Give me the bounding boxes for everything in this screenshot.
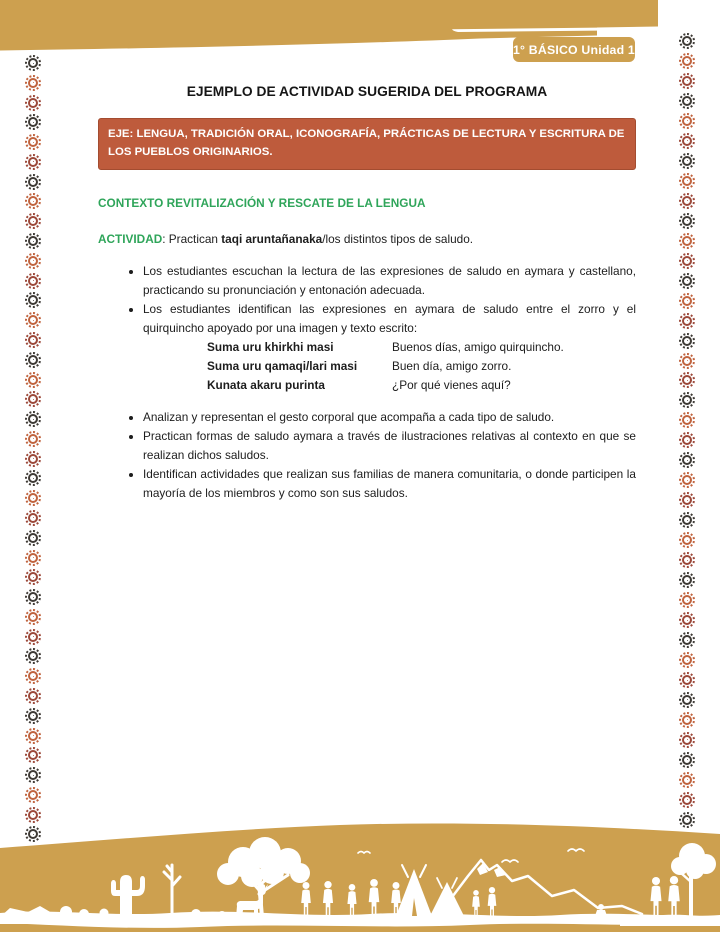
rosette-motif-icon — [25, 134, 41, 150]
rosette-motif-icon — [25, 767, 41, 783]
bullet-item — [143, 427, 636, 465]
rosette-motif-icon — [25, 253, 41, 269]
bullet-item — [143, 408, 636, 427]
rosette-motif-icon — [679, 153, 695, 169]
rosette-motif-icon — [25, 411, 41, 427]
footer-landscape-illustration — [0, 820, 720, 932]
rosette-motif-icon — [679, 472, 695, 488]
rosette-motif-icon — [25, 213, 41, 229]
activity-post-text: /los distintos tipos de saludo. — [322, 231, 474, 246]
context-heading: CONTEXTO REVITALIZACIÓN Y RESCATE DE LA LENGUA — [98, 195, 426, 210]
rosette-motif-icon — [679, 532, 695, 548]
rosette-motif-icon — [25, 75, 41, 91]
bullet-item — [143, 300, 636, 395]
rosette-motif-icon — [25, 787, 41, 803]
greeting-phrases — [207, 338, 636, 395]
rosette-motif-icon — [679, 412, 695, 428]
rosette-motif-icon — [679, 293, 695, 309]
greeting-spanish: Buen día, amigo zorro. — [392, 358, 512, 373]
rosette-motif-icon — [679, 313, 695, 329]
rosette-motif-icon — [679, 372, 695, 388]
rosette-motif-icon — [25, 609, 41, 625]
rosette-motif-icon — [25, 233, 41, 249]
rosette-motif-icon — [679, 432, 695, 448]
rosette-motif-icon — [25, 550, 41, 566]
rosette-motif-icon — [25, 154, 41, 170]
rosette-motif-icon — [25, 530, 41, 546]
rosette-motif-icon — [25, 332, 41, 348]
greeting-row — [207, 376, 636, 395]
rosette-motif-icon — [679, 193, 695, 209]
rosette-motif-icon — [679, 492, 695, 508]
rosette-motif-icon — [679, 273, 695, 289]
rosette-motif-icon — [679, 792, 695, 808]
rosette-motif-icon — [679, 333, 695, 349]
activity-pre-text: Practican — [168, 231, 222, 246]
rosette-motif-icon — [25, 490, 41, 506]
rosette-motif-icon — [679, 692, 695, 708]
greeting-aymara: Kunata akaru purinta — [207, 377, 325, 392]
rosette-motif-icon — [679, 353, 695, 369]
bullet-item — [143, 262, 636, 300]
bullet-text: Los estudiantes escuchan la lectura de las expresiones de saludo en aymara y castellano, practicando su pronunciación y entonación adecuada. — [143, 263, 636, 297]
rosette-motif-icon — [25, 312, 41, 328]
activity-aymara-term: taqi aruntañanaka — [221, 231, 323, 246]
rosette-motif-icon — [679, 672, 695, 688]
rosette-motif-icon — [679, 392, 695, 408]
rosette-motif-icon — [679, 572, 695, 588]
rosette-motif-icon — [25, 95, 41, 111]
bullet-item — [143, 465, 636, 503]
rosette-motif-icon — [25, 629, 41, 645]
rosette-motif-icon — [25, 451, 41, 467]
greeting-row — [207, 357, 636, 376]
rosette-motif-icon — [25, 747, 41, 763]
rosette-motif-icon — [25, 648, 41, 664]
right-border-pattern — [679, 33, 695, 828]
rosette-motif-icon — [679, 552, 695, 568]
unit-badge: 1° BÁSICO Unidad 1 — [513, 37, 635, 62]
rosette-motif-icon — [25, 431, 41, 447]
bullet-text: Practican formas de saludo aymara a través de ilustraciones relativas al contexto en que se realizan dichos saludos. — [143, 428, 636, 462]
rosette-motif-icon — [25, 470, 41, 486]
rosette-motif-icon — [679, 452, 695, 468]
bullet-text: Analizan y representan el gesto corporal que acompaña a cada tipo de saludo. — [143, 409, 555, 424]
rosette-motif-icon — [25, 510, 41, 526]
greeting-aymara: Suma uru khirkhi masi — [207, 339, 334, 354]
left-border-pattern — [25, 55, 41, 843]
rosette-motif-icon — [25, 114, 41, 130]
rosette-motif-icon — [679, 53, 695, 69]
rosette-motif-icon — [679, 253, 695, 269]
activity-label: ACTIVIDAD — [98, 231, 163, 246]
rosette-motif-icon — [25, 193, 41, 209]
rosette-motif-icon — [25, 569, 41, 585]
greeting-row — [207, 338, 636, 357]
rosette-motif-icon — [25, 728, 41, 744]
rosette-motif-icon — [25, 352, 41, 368]
rosette-motif-icon — [679, 612, 695, 628]
rosette-motif-icon — [25, 292, 41, 308]
bullet-text: Los estudiantes identifican las expresiones en aymara de saludo entre el zorro y el quirquincho apoyado por una imagen y texto escrito: — [143, 301, 636, 335]
rosette-motif-icon — [679, 113, 695, 129]
rosette-motif-icon — [25, 55, 41, 71]
rosette-motif-icon — [679, 93, 695, 109]
rosette-motif-icon — [679, 233, 695, 249]
rosette-motif-icon — [679, 133, 695, 149]
rosette-motif-icon — [679, 512, 695, 528]
greeting-spanish: ¿Por qué vienes aquí? — [392, 377, 511, 392]
greeting-aymara: Suma uru qamaqi/lari masi — [207, 358, 358, 373]
rosette-motif-icon — [679, 652, 695, 668]
rosette-motif-icon — [679, 592, 695, 608]
rosette-motif-icon — [679, 632, 695, 648]
rosette-motif-icon — [25, 589, 41, 605]
document-body — [98, 84, 636, 503]
bullet-text: Identifican actividades que realizan sus familias de manera comunitaria, o donde participen la mayoría de los miembros y como son sus saludos. — [143, 466, 636, 500]
rosette-motif-icon — [25, 174, 41, 190]
rosette-motif-icon — [25, 688, 41, 704]
rosette-motif-icon — [25, 372, 41, 388]
rosette-motif-icon — [25, 391, 41, 407]
greeting-spanish: Buenos días, amigo quirquincho. — [392, 339, 564, 354]
page-title: EJEMPLO DE ACTIVIDAD SUGERIDA DEL PROGRAMA — [186, 84, 548, 99]
rosette-motif-icon — [679, 732, 695, 748]
eje-banner: EJE: LENGUA, TRADICIÓN ORAL, ICONOGRAFÍA, PRÁCTICAS DE LECTURA Y ESCRITURA DE LOS PUEBLOS ORIGINARIOS. — [98, 118, 636, 170]
rosette-motif-icon — [679, 752, 695, 768]
rosette-motif-icon — [679, 213, 695, 229]
rosette-motif-icon — [679, 712, 695, 728]
rosette-motif-icon — [25, 708, 41, 724]
activity-line — [98, 232, 636, 246]
rosette-motif-icon — [679, 772, 695, 788]
rosette-motif-icon — [679, 33, 695, 49]
rosette-motif-icon — [679, 73, 695, 89]
activity-separator: : — [162, 231, 169, 246]
activity-bullet-list — [98, 262, 636, 503]
rosette-motif-icon — [25, 273, 41, 289]
rosette-motif-icon — [25, 668, 41, 684]
rosette-motif-icon — [679, 173, 695, 189]
